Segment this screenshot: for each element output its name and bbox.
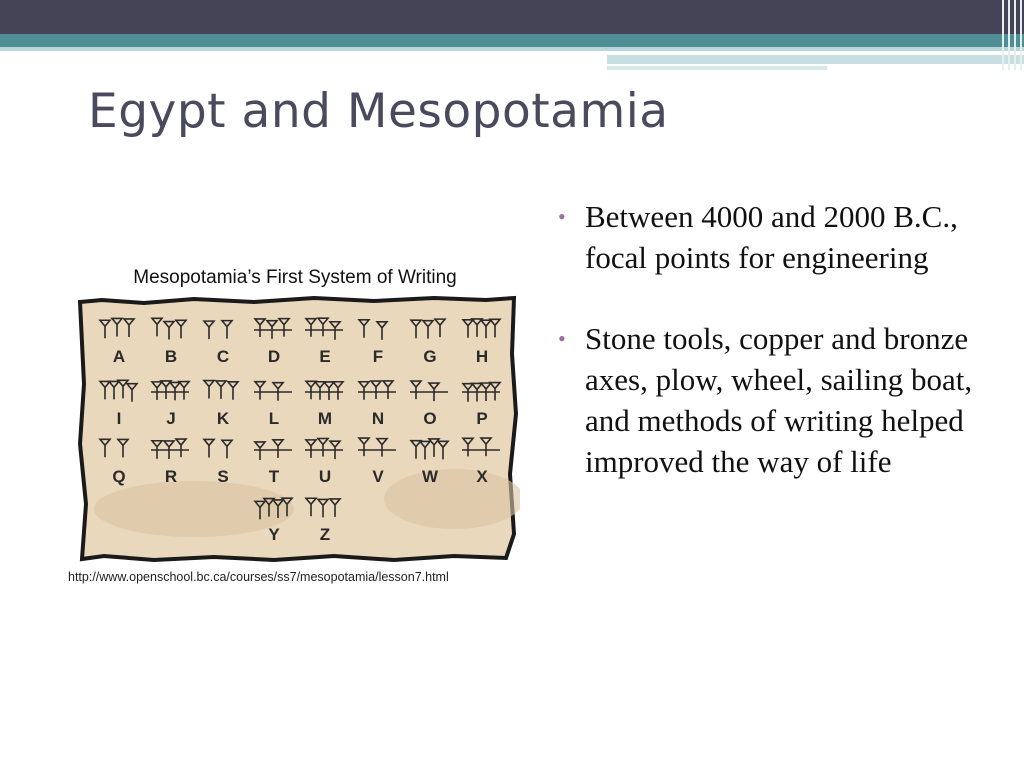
tablet-letter-u: U [318, 467, 332, 486]
tablet-letter-z: Z [319, 525, 331, 544]
tablet-letter-o: O [423, 409, 437, 428]
cuneiform-tablet-image [74, 294, 520, 564]
tablet-letter-q: Q [112, 467, 126, 486]
tablet-letter-v: V [372, 467, 384, 486]
tablet-letter-j: J [166, 409, 176, 428]
bullet-marker-icon: • [558, 326, 566, 351]
bullet-marker-icon: • [558, 204, 566, 229]
bullet-item [558, 196, 978, 278]
tablet-letter-f: F [372, 347, 384, 366]
bullet-item [558, 318, 978, 482]
tablet-letter-x: X [476, 467, 488, 486]
tablet-letter-h: H [475, 347, 489, 366]
tablet-letter-k: K [216, 409, 230, 428]
tablet-letter-b: B [164, 347, 178, 366]
bullet-text: Stone tools, copper and bronze axes, plow, wheel, sailing boat, and methods of writing helped improved the way of life [585, 321, 973, 479]
header-band-dark [0, 0, 1024, 34]
bullet-list [558, 196, 978, 522]
header-accent-bar-thin [607, 66, 827, 70]
header-stripes [998, 0, 1024, 70]
tablet-letter-c: C [216, 347, 230, 366]
figure-caption: Mesopotamia’s First System of Writing [133, 267, 457, 288]
slide-title: Egypt and Mesopotamia [88, 84, 669, 139]
figure-source-url: http://www.openschool.bc.ca/courses/ss7/mesopotamia/lesson7.html [68, 570, 449, 584]
tablet-letter-m: M [317, 409, 333, 428]
tablet-letter-t: T [268, 467, 280, 486]
tablet-letter-y: Y [268, 525, 280, 544]
bullet-text: Between 4000 and 2000 B.C., focal points for engineering [585, 199, 958, 275]
tablet-letter-g: G [423, 347, 437, 366]
tablet-letter-i: I [116, 409, 122, 428]
tablet-letter-p: P [476, 409, 488, 428]
tablet-letter-s: S [217, 467, 229, 486]
tablet-letter-d: D [267, 347, 281, 366]
tablet-letter-e: E [319, 347, 331, 366]
tablet-letter-a: A [112, 347, 126, 366]
header-band-light [0, 47, 1024, 51]
tablet-letter-w: W [421, 467, 439, 486]
header-accent-bar [607, 55, 1024, 64]
tablet-letter-l: L [268, 409, 280, 428]
header-band-teal [0, 34, 1024, 47]
tablet-letter-r: R [164, 467, 178, 486]
tablet-letter-n: N [371, 409, 385, 428]
